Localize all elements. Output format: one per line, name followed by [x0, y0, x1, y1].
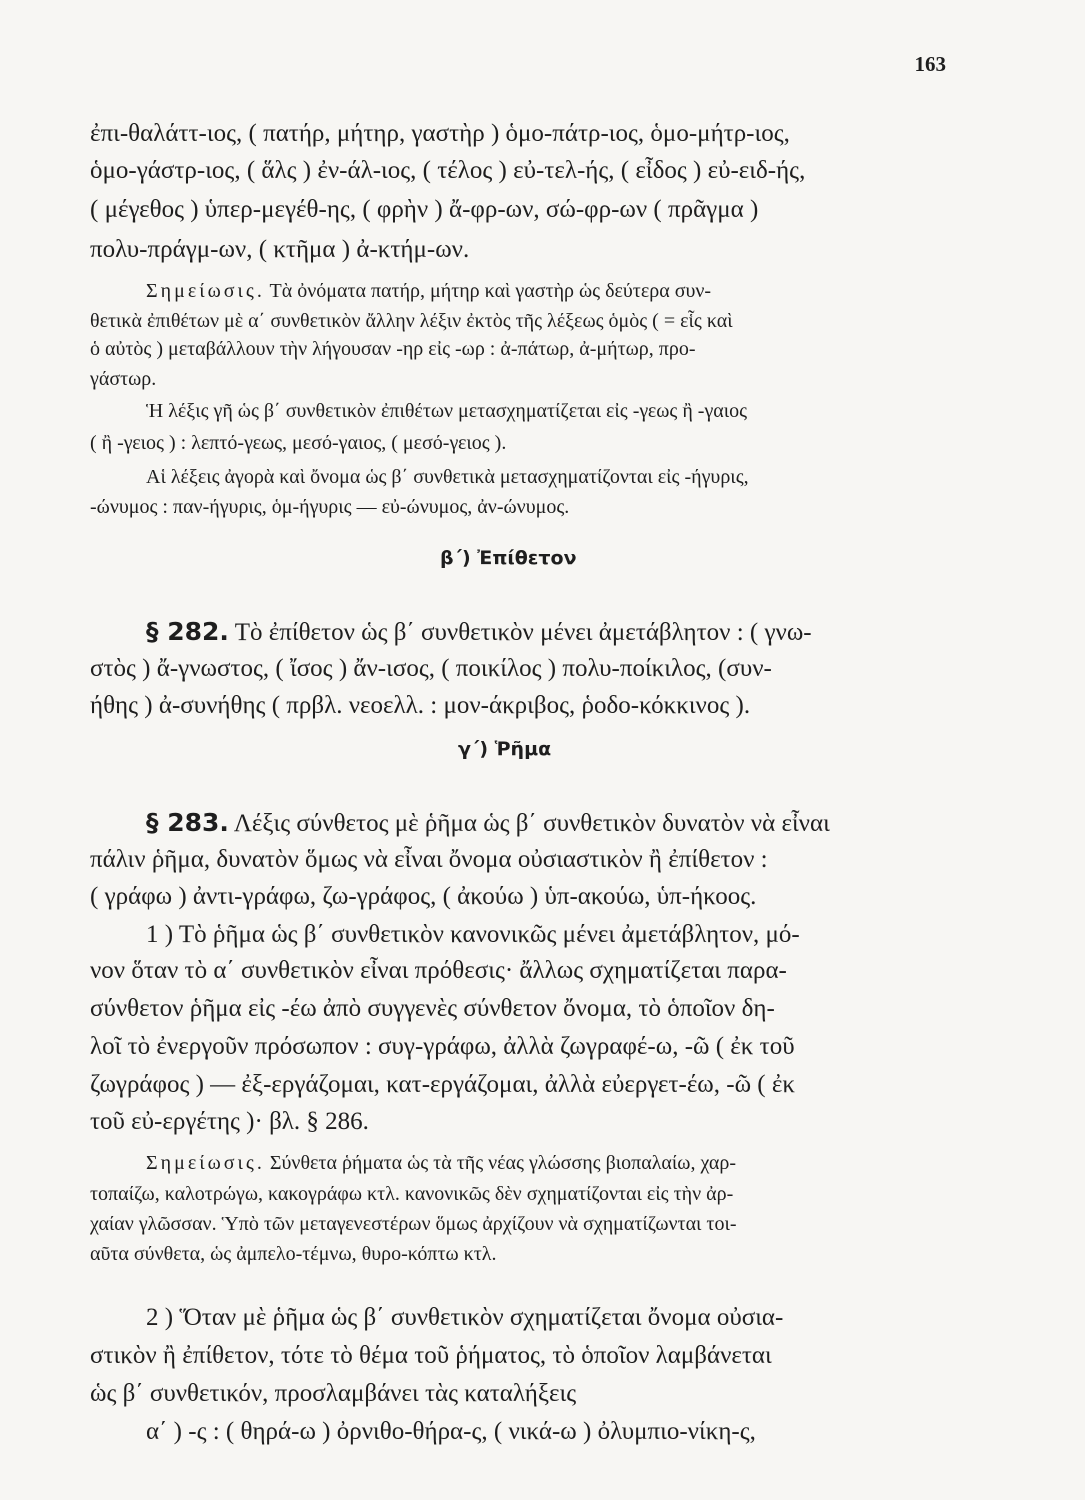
- note-line: [146, 1152, 736, 1175]
- section-number: § 283.: [146, 808, 229, 837]
- note-line: ( ἢ -γειος ) : λεπτό-γεως, μεσό-γαιος, ( μεσό-γειος ).: [90, 432, 507, 454]
- section-text: Λέξις σύνθετος μὲ ῥῆμα ὡς β΄ συνθετικὸν δυνατὸν νὰ εἶναι: [233, 810, 830, 837]
- section-heading: β΄) Ἐπίθετον: [440, 547, 577, 569]
- note-line: γάστωρ.: [90, 368, 157, 390]
- note-line: [146, 280, 711, 303]
- text-line: στὸς ) ἄ-γνωστος, ( ἴσος ) ἄν-ισος, ( ποικίλος ) πολυ-ποίκιλος, (συν-: [90, 655, 772, 682]
- text-line: ὁμο-γάστρ-ιος, ( ἅλς ) ἐν-άλ-ιος, ( τέλος ) εὐ-τελ-ής, ( εἶδος ) εὐ-ειδ-ής,: [90, 157, 806, 184]
- text-line: ήθης ) ἀ-συνήθης ( πρβλ. νεοελλ. : μον-άκριβος, ῥοδο-κόκκινος ).: [90, 692, 751, 719]
- note-line: χαίαν γλῶσσαν. Ὑπὸ τῶν μεταγενεστέρων ὅμως ἀρχίζουν νὰ σχηματίζωνται τοι-: [90, 1213, 737, 1235]
- text-line: στικὸν ἢ ἐπίθετον, τότε τὸ θέμα τοῦ ῥήματος, τὸ ὁποῖον λαμβάνεται: [90, 1342, 772, 1369]
- text-line: σύνθετον ῥῆμα εἰς -έω ἀπὸ συγγενὲς σύνθετον ὄνομα, τὸ ὁποῖον δη-: [90, 995, 775, 1022]
- text-line: ζωγράφος ) — ἐξ-εργάζομαι, κατ-εργάζομαι, ἀλλὰ εὐεργετ-έω, -ῶ ( ἐκ: [90, 1071, 795, 1098]
- text-line: ( μέγεθος ) ὑπερ-μεγέθ-ης, ( φρὴν ) ἄ-φρ-ων, σώ-φρ-ων ( πρᾶγμα ): [90, 196, 759, 223]
- section-heading: γ΄) Ῥῆμα: [458, 738, 552, 760]
- text-line: α΄ ) -ς : ( θηρά-ω ) ὀρνιθο-θήρα-ς, ( νικά-ω ) ὀλυμπιο-νίκη-ς,: [146, 1418, 756, 1445]
- note-line: τοπαίζω, καλοτρώγω, κακογράφω κτλ. κανονικῶς δὲν σχηματίζονται εἰς τὴν ἀρ-: [90, 1183, 734, 1205]
- text-line: πάλιν ῥῆμα, δυνατὸν ὅμως νὰ εἶναι ὄνομα οὐσιαστικὸν ἢ ἐπίθετον :: [90, 846, 768, 873]
- section-number: § 282.: [146, 617, 229, 646]
- page-number: 163: [914, 52, 946, 76]
- note-line: αῦτα σύνθετα, ὡς ἀμπελο-τέμνω, θυρο-κόπτω κτλ.: [90, 1243, 497, 1265]
- text-line: ( γράφω ) ἀντι-γράφω, ζω-γράφος, ( ἀκούω ) ὑπ-ακούω, ὑπ-ήκοος.: [90, 883, 757, 910]
- text-line: 1 ) Τὸ ῥῆμα ὡς β΄ συνθετικὸν κανονικῶς μένει ἀμετάβλητον, μό-: [146, 921, 800, 948]
- text-line: ἐπι-θαλάττ-ιος, ( πατήρ, μήτηρ, γαστὴρ ) ὁμο-πάτρ-ιος, ὁμο-μήτρ-ιος,: [90, 120, 790, 147]
- note-label: Σημείωσις.: [146, 280, 265, 302]
- section-line: [146, 808, 830, 838]
- note-text: Τὰ ὀνόματα πατήρ, μήτηρ καὶ γαστὴρ ὡς δεύτερα συν-: [269, 280, 712, 302]
- note-line: -ώνυμος : παν-ήγυρις, ὁμ-ήγυρις — εὐ-ώνυμος, ἀν-ώνυμος.: [90, 496, 570, 518]
- text-line: τοῦ εὐ-εργέτης )· βλ. § 286.: [90, 1108, 369, 1135]
- note-label: Σημείωσις.: [146, 1152, 265, 1174]
- note-line: Αἱ λέξεις ἀγορὰ καὶ ὄνομα ὡς β΄ συνθετικὰ μετασχηματίζονται εἰς -ήγυρις,: [146, 466, 749, 488]
- note-line: Ἡ λέξις γῆ ὡς β΄ συνθετικὸν ἐπιθέτων μετασχηματίζεται εἰς -γεως ἢ -γαιος: [146, 400, 748, 422]
- text-line: 2 ) Ὅταν μὲ ῥῆμα ὡς β΄ συνθετικὸν σχηματίζεται ὄνομα οὐσια-: [146, 1304, 784, 1331]
- note-text: Σύνθετα ῥήματα ὡς τὰ τῆς νέας γλώσσης βιοπαλαίω, χαρ-: [269, 1152, 737, 1174]
- note-line: θετικὰ ἐπιθέτων μὲ α΄ συνθετικὸν ἄλλην λέξιν ἐκτὸς τῆς λέξεως ὁμὸς ( = εἷς καὶ: [90, 310, 733, 332]
- note-line: ὁ αὐτὸς ) μεταβάλλουν τὴν λήγουσαν -ηρ εἰς -ωρ : ἀ-πάτωρ, ἀ-μήτωρ, προ-: [90, 338, 696, 360]
- section-text: Τὸ ἐπίθετον ὡς β΄ συνθετικὸν μένει ἀμετάβλητον : ( γνω-: [234, 619, 812, 646]
- text-line: νον ὅταν τὸ α΄ συνθετικὸν εἶναι πρόθεσις· ἄλλως σχηματίζεται παρα-: [90, 957, 787, 984]
- text-line: ὡς β΄ συνθετικόν, προσλαμβάνει τὰς καταλήξεις: [90, 1380, 577, 1407]
- section-line: [146, 617, 812, 647]
- text-line: λοῖ τὸ ἐνεργοῦν πρόσωπον : συγ-γράφω, ἀλλὰ ζωγραφέ-ω, -ῶ ( ἐκ τοῦ: [90, 1033, 795, 1060]
- text-line: πολυ-πράγμ-ων, ( κτῆμα ) ἀ-κτήμ-ων.: [90, 236, 470, 263]
